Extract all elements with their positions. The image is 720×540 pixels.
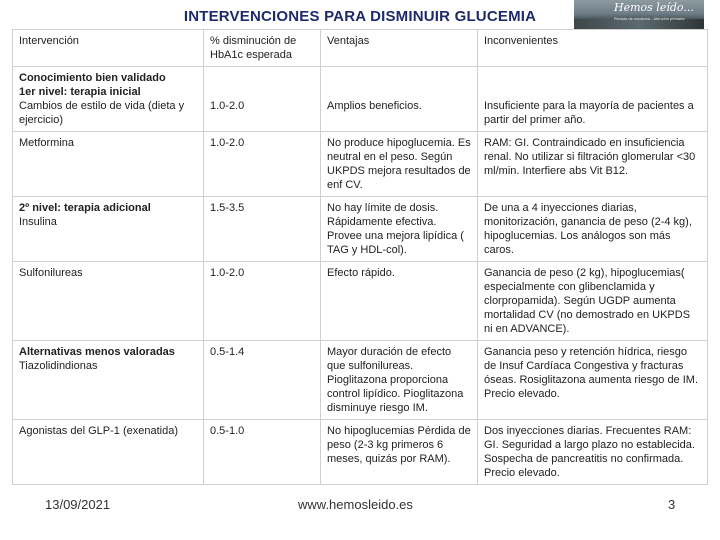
cell-disminucion [204,67,321,132]
header-inconvenientes: Inconvenientes [478,30,708,67]
cell-ventajas: No produce hipoglucemia. Es neutral en el peso. Según UKPDS mejora resultados de enf CV. [321,132,478,197]
intervention-name: Cambios de estilo de vida (dieta y ejercicio) [19,100,185,126]
cell-disminucion: 0.5-1.4 [204,341,321,420]
logo-name: Hemos leído... [614,1,694,14]
footer-date: 13/09/2021 [45,497,111,512]
section-label: 2º nivel: terapia adicional [19,202,151,214]
intervention-name: Tiazolidindionas [19,360,98,372]
section-label: Conocimiento bien validado [19,72,166,84]
cell-disminucion: 1.5-3.5 [204,197,321,262]
inconvenientes-text: Insuficiente para la mayoría de pacientes a partir del primer año. [484,100,694,126]
cell-intervencion [13,197,204,262]
cell-ventajas: No hay límite de dosis. Rápidamente efectiva. Provee una mejora lipídica ( TAG y HDL-col). [321,197,478,262]
cell-inconvenientes [478,67,708,132]
table-row [13,262,708,341]
table-row [13,197,708,262]
cell-ventajas: Efecto rápido. [321,262,478,341]
cell-intervencion [13,67,204,132]
cell-ventajas: No hipoglucemias Pérdida de peso (2-3 kg primeros 6 meses, quizás por RAM). [321,420,478,485]
footer-url: www.hemosleido.es [298,497,413,512]
table-row [13,341,708,420]
header-intervencion: Intervención [13,30,204,67]
cell-disminucion: 0.5-1.0 [204,420,321,485]
cell-ventajas [321,67,478,132]
header-disminucion: % disminución de HbA1c esperada [204,30,321,67]
hemos-leido-logo [574,0,704,30]
cell-intervencion [13,341,204,420]
section-label: 1er nivel: terapia inicial [19,86,141,98]
cell-disminucion: 1.0-2.0 [204,132,321,197]
cell-inconvenientes: Ganancia peso y retención hídrica, riesgo de Insuf Cardíaca Congestiva y fracturas óseas. Rosiglitazona aumenta riesgo de IM. Precio elevado. [478,341,708,420]
table-row [13,132,708,197]
table-row [13,420,708,485]
table-header-row [13,30,708,67]
ventajas-text: Amplios beneficios. [327,100,422,112]
cell-intervencion: Metformina [13,132,204,197]
cell-inconvenientes: Dos inyecciones diarias. Frecuentes RAM: GI. Seguridad a largo plazo no establecida. Sospecha de pancreatitis no confirmada. Precio elevado. [478,420,708,485]
interventions-table [12,29,708,485]
cell-inconvenientes: RAM: GI. Contraindicado en insuficiencia renal. No utilizar si filtración glomerular <30 ml/min. Interfiere abs Vit B12. [478,132,708,197]
cell-inconvenientes: Ganancia de peso (2 kg), hipoglucemias( especialmente con glibenclamida y clorpropamida). Según UGDP aumenta mortalidad CV (no demostrado en UKPDS ni en ADVANCE). [478,262,708,341]
page-number: 3 [668,497,676,512]
cell-intervencion: Sulfonilureas [13,262,204,341]
intervention-name: Insulina [19,216,57,228]
section-label: Alternativas menos valoradas [19,346,175,358]
cell-disminucion: 1.0-2.0 [204,262,321,341]
slide-title: INTERVENCIONES PARA DISMINUIR GLUCEMIA [183,8,537,25]
table-row [13,67,708,132]
cell-ventajas: Mayor duración de efecto que sulfonilureas. Pioglitazona proporciona control lipídico. Pioglitazona disminuye riesgo IM. [321,341,478,420]
logo-tagline: Revista de medicina - Atención primaria [614,16,685,21]
cell-inconvenientes: De una a 4 inyecciones diarias, monitorización, ganancia de peso (2-4 kg), hipoglucemias. Los análogos son más caros. [478,197,708,262]
cell-intervencion: Agonistas del GLP-1 (exenatida) [13,420,204,485]
header-ventajas: Ventajas [321,30,478,67]
hba1c-value: 1.0-2.0 [210,100,245,112]
